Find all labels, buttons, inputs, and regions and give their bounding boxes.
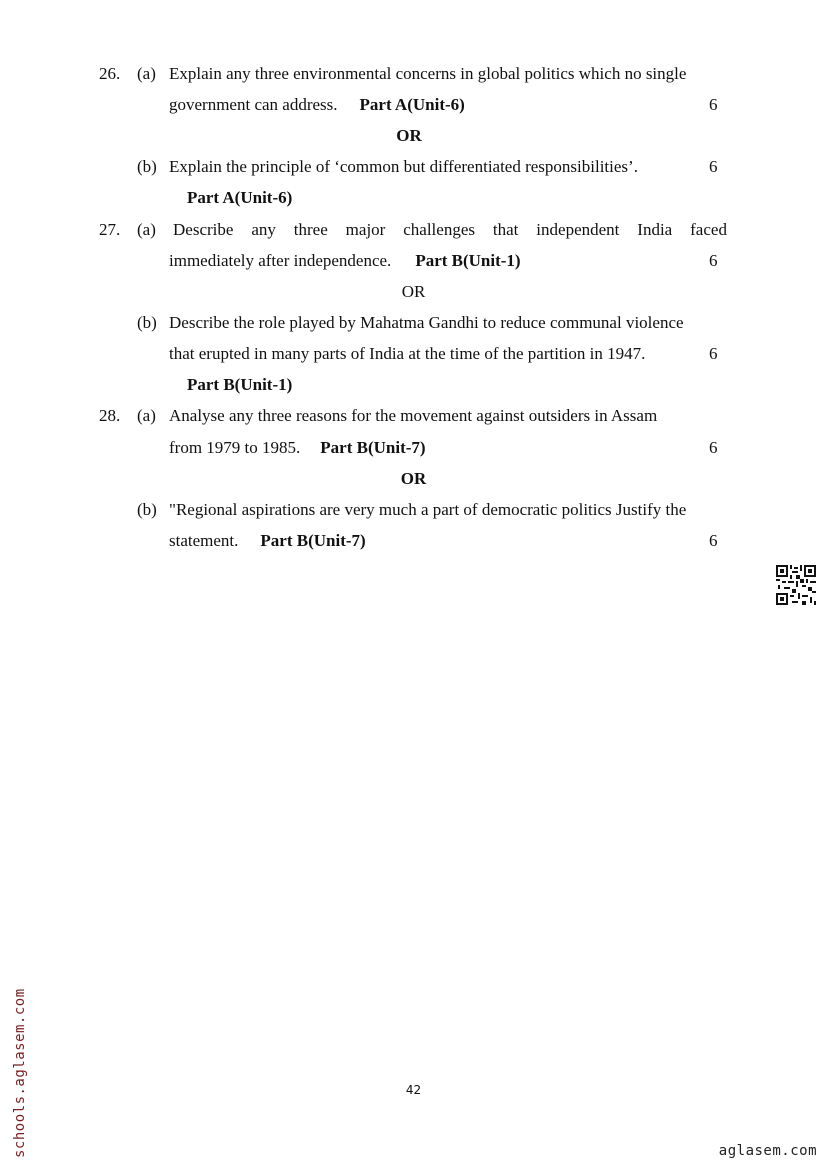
question-number: 28. (99, 406, 121, 425)
question-text: that erupted in many parts of India at the time of the partition in 1947. (169, 344, 646, 363)
unit-reference: Part A(Unit-6) (359, 95, 465, 114)
question-text (169, 531, 366, 551)
question-text (169, 438, 426, 458)
unit-reference: Part B(Unit-7) (320, 438, 426, 457)
question-text: Analyse any three reasons for the movement against outsiders in Assam (169, 406, 658, 425)
word: major (345, 220, 386, 239)
marks: 6 (709, 95, 718, 114)
question-text-cont: from 1979 to 1985. (169, 438, 301, 457)
question-number: 27. (99, 220, 121, 239)
unit-reference: Part B(Unit-1) (415, 251, 521, 270)
unit-reference: Part B(Unit-1) (187, 375, 293, 394)
question-text (169, 251, 521, 271)
marks: 6 (709, 157, 718, 176)
or-separator: OR (400, 469, 427, 488)
sub-label: (b) (137, 500, 157, 519)
word: any (251, 220, 276, 239)
sub-label: (b) (137, 313, 157, 332)
sub-label: (a) (137, 406, 156, 425)
word: India (637, 220, 673, 239)
or-separator: OR (396, 126, 422, 145)
question-text-cont: immediately after independence. (169, 251, 392, 270)
question-number: 26. (99, 64, 121, 83)
marks: 6 (709, 251, 718, 270)
page-number: 42 (405, 1083, 422, 1097)
sub-label: (b) (137, 157, 157, 176)
marks: 6 (709, 344, 718, 363)
qr-code-icon (776, 565, 816, 605)
marks: 6 (709, 531, 718, 550)
unit-reference: Part A(Unit-6) (187, 188, 293, 207)
unit-reference: Part B(Unit-7) (260, 531, 366, 550)
side-watermark: schools.aglasem.com (12, 988, 28, 1158)
question-text-cont: government can address. (169, 95, 338, 114)
question-text (169, 95, 465, 115)
corner-watermark: aglasem.com (718, 1143, 817, 1159)
word: that (492, 220, 519, 239)
question-text-cont: statement. (169, 531, 239, 550)
question-text: Explain the principle of ‘common but differentiated responsibilities’. (169, 157, 638, 176)
word: challenges (403, 220, 475, 239)
or-separator: OR (401, 282, 426, 301)
marks: 6 (709, 438, 718, 457)
word: Describe (173, 220, 234, 239)
question-text: "Regional aspirations are very much a part of democratic politics Justify the (169, 500, 687, 519)
question-text: Describe the role played by Mahatma Gandhi to reduce communal violence (169, 313, 684, 332)
sub-label: (a) (137, 64, 156, 83)
question-text (173, 220, 727, 240)
word: independent (536, 220, 620, 239)
question-text: Explain any three environmental concerns in global politics which no single (169, 64, 687, 83)
word: faced (690, 220, 727, 239)
sub-label: (a) (137, 220, 156, 239)
word: three (293, 220, 328, 239)
